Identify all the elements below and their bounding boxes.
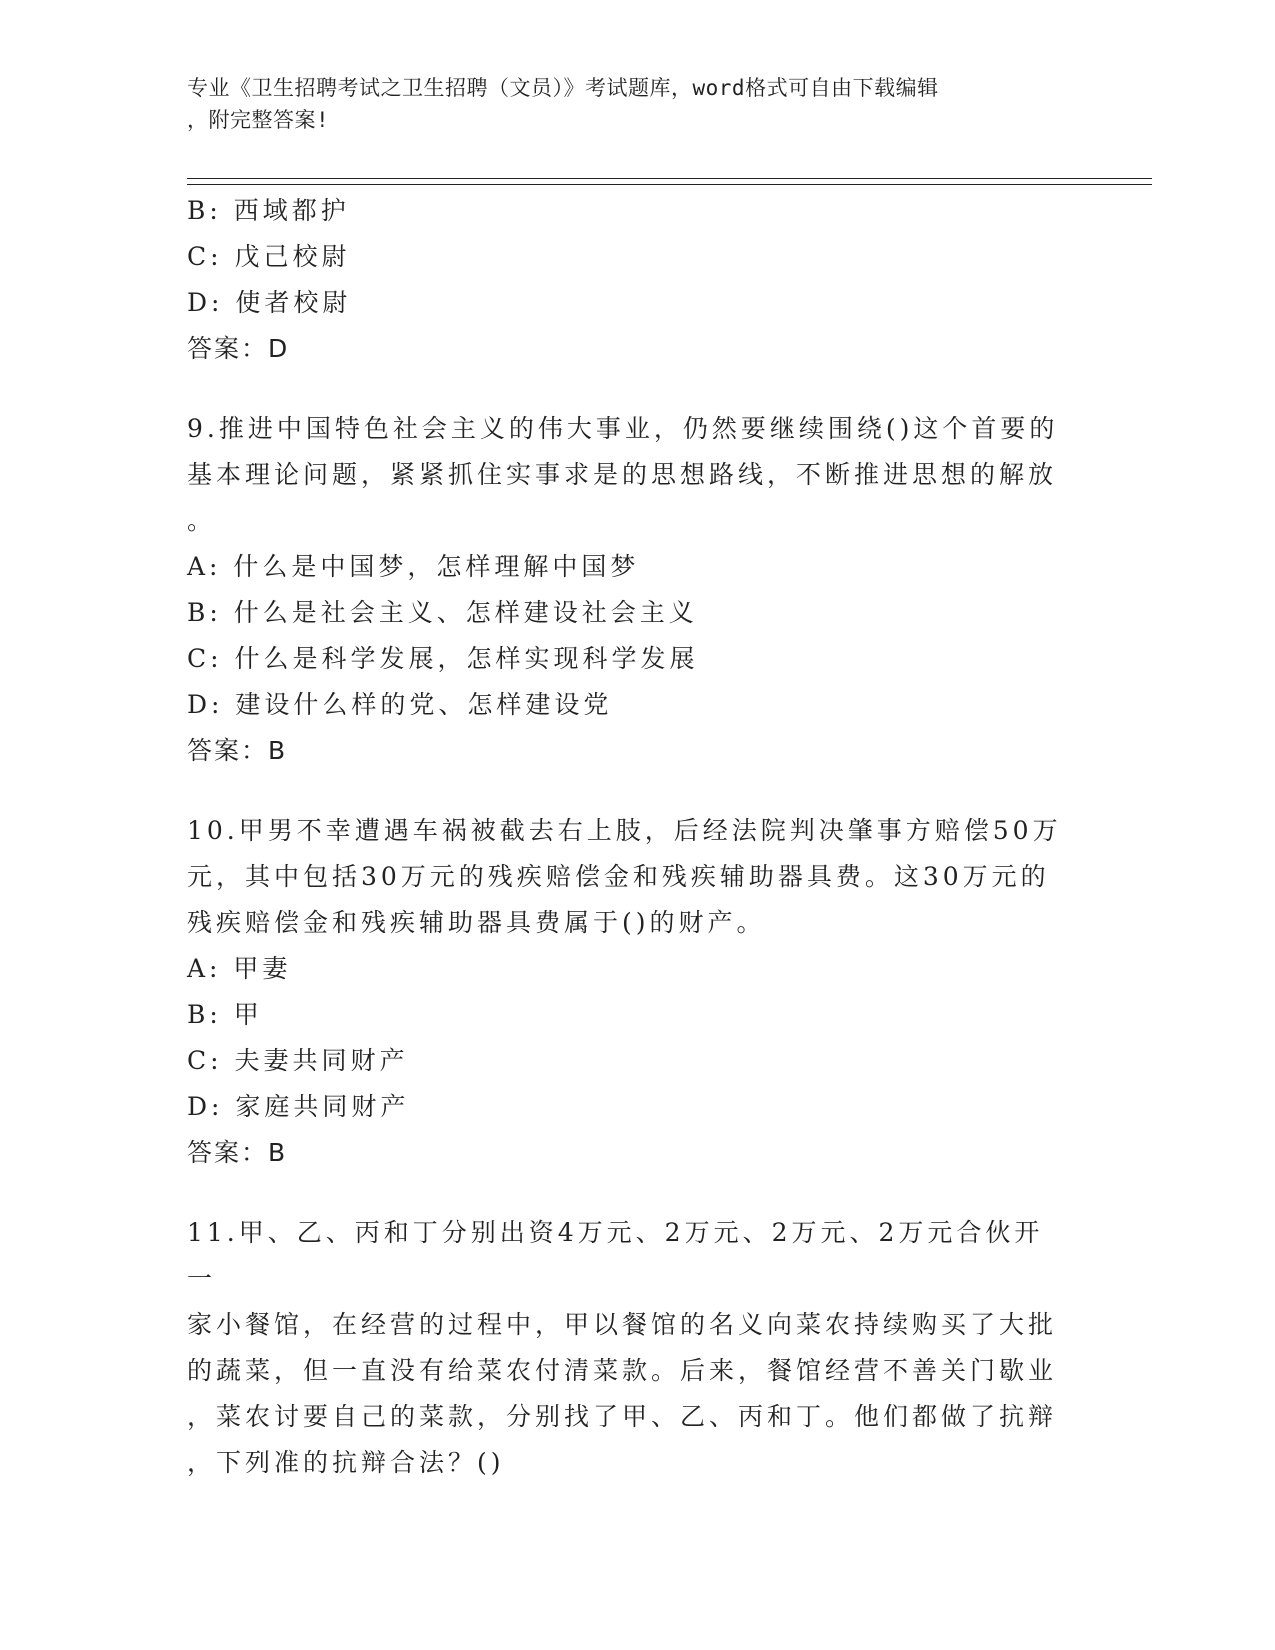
- option-a: A: 什么是中国梦，怎样理解中国梦: [187, 552, 640, 581]
- option-b: B: 西域都护: [187, 196, 350, 225]
- option-d: D: 建设什么样的党、怎样建设党: [187, 690, 613, 719]
- answer-line: 答案：B: [187, 1138, 288, 1167]
- header-divider: [187, 178, 1152, 185]
- question-line: 11.甲、乙、丙和丁分别出资4万元、2万元、2万元、2万元合伙开一: [187, 1218, 1044, 1293]
- question-line: 。: [187, 506, 217, 535]
- question-8-tail: [187, 188, 1087, 372]
- question-line: 基本理论问题，紧紧抓住实事求是的思想路线，不断推进思想的解放: [187, 460, 1058, 489]
- question-line: ，下列准的抗辩合法？(): [187, 1448, 505, 1477]
- question-11: [187, 1210, 1087, 1486]
- answer-line: 答案：D: [187, 334, 290, 363]
- option-c: C: 戊己校尉: [187, 242, 351, 271]
- question-line: 元，其中包括30万元的残疾赔偿金和残疾辅助器具费。这30万元的: [187, 862, 1050, 891]
- question-line: 9.推进中国特色社会主义的伟大事业，仍然要继续围绕()这个首要的: [187, 414, 1059, 443]
- question-10: [187, 808, 1087, 1176]
- option-a: A: 甲妻: [187, 954, 292, 983]
- question-line: 的蔬菜，但一直没有给菜农付清菜款。后来，餐馆经营不善关门歇业: [187, 1356, 1058, 1385]
- question-9: [187, 406, 1087, 774]
- header-line-1: 专业《卫生招聘考试之卫生招聘（文员）》考试题库，word格式可自由下载编辑: [187, 76, 939, 100]
- question-line: 家小餐馆，在经营的过程中，甲以餐馆的名义向菜农持续购买了大批: [187, 1310, 1058, 1339]
- option-d: D: 家庭共同财产: [187, 1092, 410, 1121]
- answer-line: 答案：B: [187, 736, 288, 765]
- page-header: [187, 72, 1067, 136]
- option-c: C: 夫妻共同财产: [187, 1046, 409, 1075]
- question-text: [187, 406, 1067, 544]
- header-line-2: ，附完整答案!: [187, 108, 330, 132]
- option-c: C: 什么是科学发展，怎样实现科学发展: [187, 644, 699, 673]
- question-line: 残疾赔偿金和残疾辅助器具费属于()的财产。: [187, 908, 766, 937]
- question-text: [187, 808, 1067, 946]
- question-line: ，菜农讨要自己的菜款，分别找了甲、乙、丙和丁。他们都做了抗辩: [187, 1402, 1058, 1431]
- option-b: B: 什么是社会主义、怎样建设社会主义: [187, 598, 698, 627]
- option-d: D: 使者校尉: [187, 288, 352, 317]
- question-line: 10.甲男不幸遭遇车祸被截去右上肢，后经法院判决肇事方赔偿50万: [187, 816, 1062, 845]
- question-text: [187, 1210, 1067, 1486]
- option-b: B: 甲: [187, 1000, 263, 1029]
- question-content: [187, 188, 1087, 1486]
